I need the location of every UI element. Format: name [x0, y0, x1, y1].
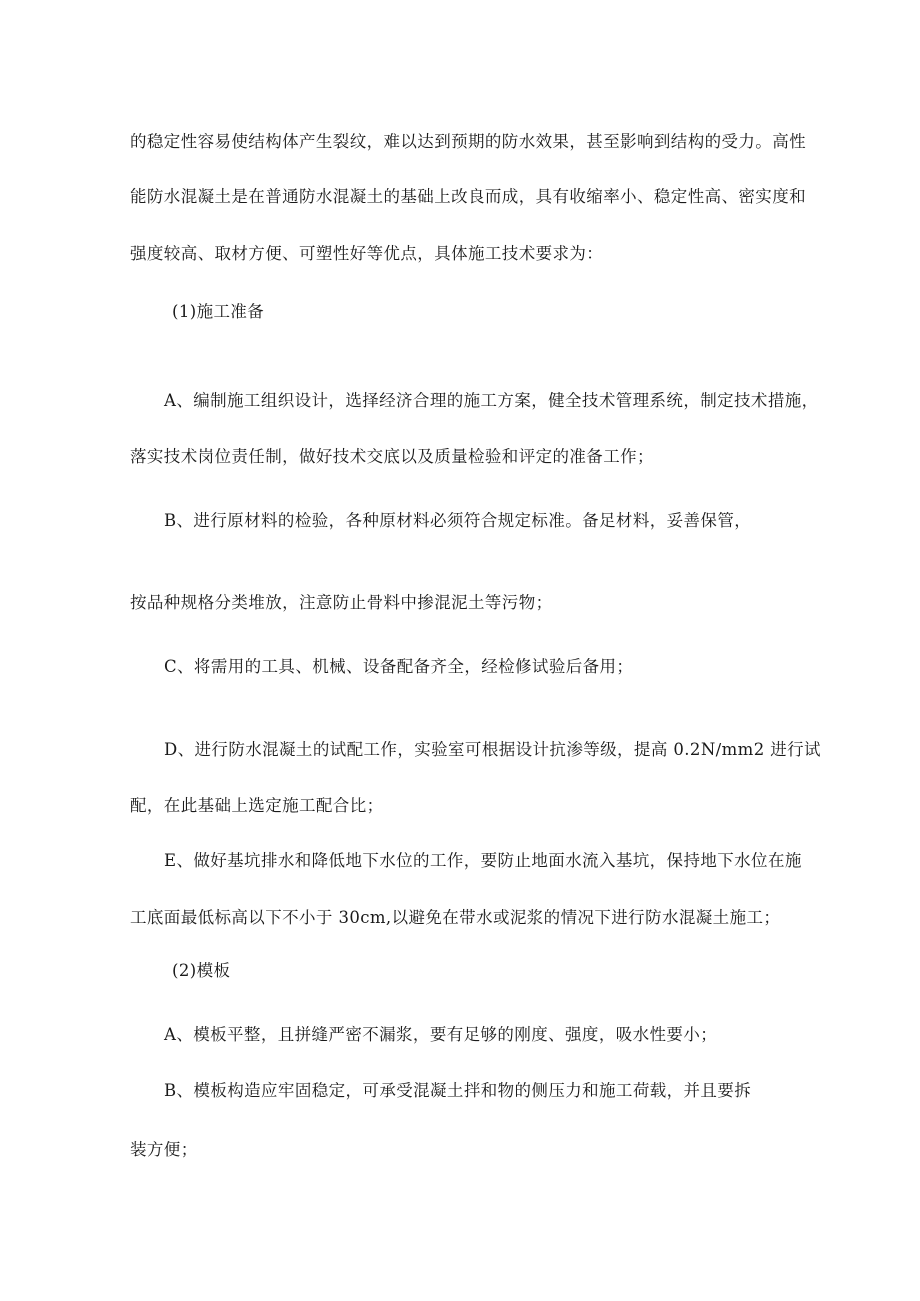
intro-line-1: 的稳定性容易使结构体产生裂纹，难以达到预期的防水效果，甚至影响到结构的受力。高性 [130, 132, 806, 151]
section-1-heading: (1)施工准备 [172, 302, 265, 321]
item-d-line-1: D、进行防水混凝土的试配工作，实验室可根据设计抗渗等级，提高 0.2N∕mm2 进行试 [164, 740, 821, 759]
item-c-line-1: C、将需用的工具、机械、设备配备齐全，经检修试验后备用； [164, 657, 634, 676]
item-e-line-2: 工底面最低标高以下不小于 30cm,以避免在带水或泥浆的情况下进行防水混凝土施工； [130, 908, 781, 927]
item-a-line-1: A、编制施工组织设计，选择经济合理的施工方案，健全技术管理系统，制定技术措施， [164, 391, 819, 410]
item-d-line-2: 配，在此基础上选定施工配合比； [130, 796, 384, 815]
intro-line-3: 强度较高、取材方便、可塑性好等优点，具体施工技术要求为： [130, 244, 604, 263]
item-a-line-2: 落实技术岗位责任制，做好技术交底以及质量检验和评定的准备工作； [130, 447, 654, 466]
item-b-line-2: 按品种规格分类堆放，注意防止骨料中掺混泥土等污物； [130, 593, 553, 612]
mold-item-a-line-1: A、模板平整，且拼缝严密不漏浆，要有足够的刚度、强度，吸水性要小； [164, 1025, 718, 1044]
item-e-line-1: E、做好基坑排水和降低地下水位的工作，要防止地面水流入基坑，保持地下水位在施 [164, 851, 802, 870]
mold-item-b-line-2: 装方便； [130, 1140, 198, 1159]
intro-line-2: 能防水混凝土是在普通防水混凝土的基础上改良而成，具有收缩率小、稳定性高、密实度和 [130, 187, 806, 206]
section-2-heading: (2)模板 [172, 961, 231, 980]
item-b-line-1: B、进行原材料的检验，各种原材料必须符合规定标准。备足材料，妥善保管， [164, 511, 752, 530]
mold-item-b-line-1: B、模板构造应牢固稳定，可承受混凝土拌和物的侧压力和施工荷载，并且要拆 [164, 1081, 752, 1100]
